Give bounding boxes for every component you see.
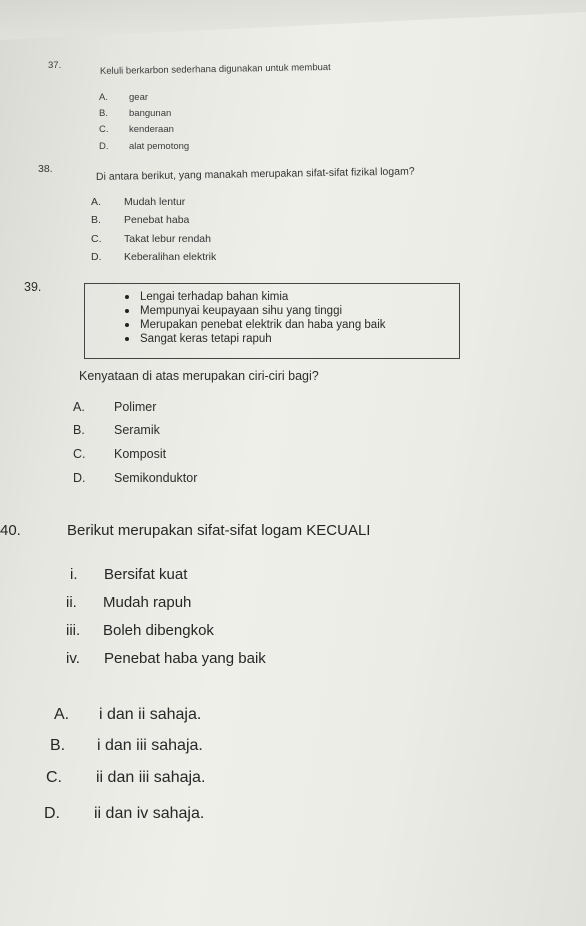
statement-i: i. Bersifat kuat	[70, 566, 188, 583]
statement-box	[84, 283, 460, 359]
bullet-item: Sangat keras tetapi rapuh	[125, 333, 272, 345]
option-b[interactable]: B. Penebat haba	[91, 214, 190, 226]
option-a[interactable]: A. gear	[99, 92, 149, 103]
question-text: Berikut merupakan sifat-sifat logam KECUALI	[67, 522, 371, 539]
bullet-item: Lengai terhadap bahan kimia	[125, 291, 288, 303]
bullet-icon	[125, 337, 129, 341]
bullet-icon	[125, 323, 129, 327]
question-number: 37.	[48, 60, 62, 71]
bullet-icon	[125, 309, 129, 313]
bullet-item: Merupakan penebat elektrik dan haba yang baik	[125, 319, 386, 331]
question-text: Di antara berikut, yang manakah merupakan sifat-sifat fizikal logam?	[95, 165, 415, 183]
statement-ii: ii. Mudah rapuh	[66, 594, 192, 611]
option-a[interactable]: A. Polimer	[73, 400, 157, 414]
option-c[interactable]: C. Komposit	[73, 447, 167, 461]
option-c[interactable]: C. kenderaan	[99, 124, 174, 135]
question-text: Keluli berkarbon sederhana digunakan untuk membuat	[99, 61, 331, 78]
option-b[interactable]: B. i dan iii sahaja.	[50, 737, 203, 754]
option-c[interactable]: C. ii dan iii sahaja.	[46, 769, 206, 786]
option-b[interactable]: B. Seramik	[73, 423, 160, 437]
statement-iv: iv. Penebat haba yang baik	[66, 650, 266, 667]
option-d[interactable]: D. ii dan iv sahaja.	[44, 805, 205, 822]
option-d[interactable]: D. Semikonduktor	[73, 471, 198, 485]
statement-iii: iii. Boleh dibengkok	[66, 622, 214, 639]
question-text: Kenyataan di atas merupakan ciri-ciri bagi?	[79, 369, 319, 383]
option-a[interactable]: A. i dan ii sahaja.	[54, 706, 202, 723]
question-number: 40.	[0, 522, 21, 539]
paper-shadow	[0, 0, 586, 40]
option-c[interactable]: C. Takat lebur rendah	[91, 233, 211, 245]
option-d[interactable]: D. alat pemotong	[99, 141, 190, 152]
question-number: 38.	[38, 163, 53, 175]
option-a[interactable]: A. Mudah lentur	[91, 196, 186, 208]
option-b[interactable]: B. bangunan	[99, 108, 172, 119]
option-d[interactable]: D. Keberalihan elektrik	[91, 251, 217, 263]
question-number: 39.	[24, 280, 42, 294]
bullet-item: Mempunyai keupayaan sihu yang tinggi	[125, 305, 342, 317]
bullet-icon	[125, 295, 129, 299]
